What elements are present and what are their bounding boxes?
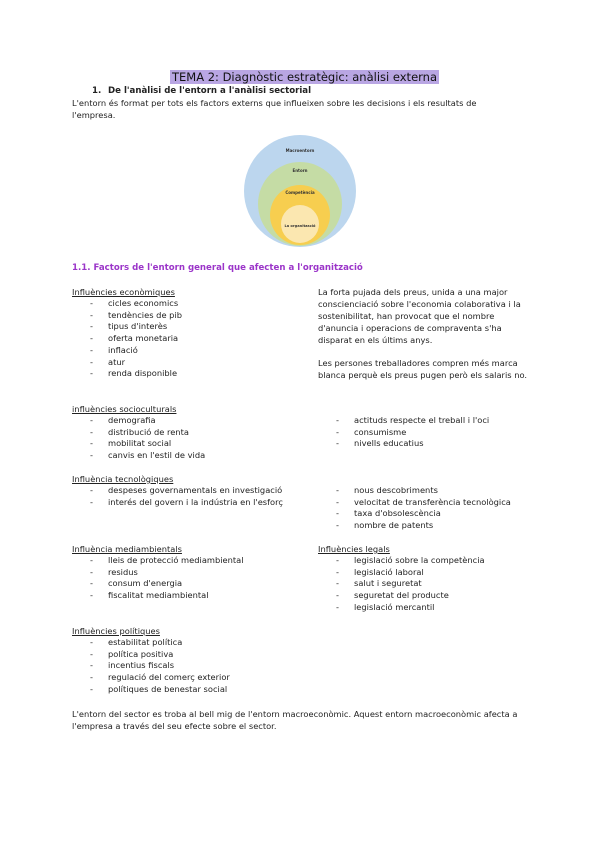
list-item: - nous descobriments [318,485,558,497]
sociocultural-list-left [72,415,302,462]
technological-list-left [72,485,308,508]
list-item: - estabilitat política [72,637,308,649]
list-item: - actituds respecte el treball i l'oci [318,415,548,427]
intro-paragraph: L'entorn és format per tots els factors externs que influeixen sobre les decisions i els resultats de l'empresa. [72,98,477,120]
list-item: - legislació mercantil [318,602,558,614]
closing-paragraph: L'entorn del sector es troba al bell mig de l'entorn macroeconòmic. Aquest entorn macroeconòmic afecta a l'empresa a través del seu efecte sobre el sector. [72,709,518,731]
list-item: - regulació del comerç exterior [72,672,308,684]
list-item: - polítiques de benestar social [72,684,308,696]
list-item: - cicles economics [72,298,302,310]
list-item: - salut i seguretat [318,578,558,590]
technological-block [72,473,308,508]
section-number: 1. [92,86,102,96]
list-item: - distribució de renta [72,427,302,439]
political-block [72,625,308,696]
section-heading-text: De l'anàlisi de l'entorn a l'anàlisi sectorial [108,86,312,96]
political-list [72,637,308,696]
subsection-title: 1.1. Factors de l'entorn general que afecten a l'organització [72,263,363,273]
organitzacio-label: La organització [284,224,316,228]
sociocultural-list-right [318,415,548,450]
list-item: - fiscalitat mediambiental [72,590,308,602]
legal-block [318,543,558,614]
list-item: - despeses governamentals en investigació [72,485,308,497]
list-item: - oferta monetaria [72,333,302,345]
list-item: - política positiva [72,649,308,661]
list-item: - inflació [72,345,302,357]
list-item: - residus [72,567,308,579]
list-item: - nombre de patents [318,520,558,532]
list-item: - interés del govern i la indústria en l'esforç [72,497,308,509]
list-item: - seguretat del producte [318,590,558,602]
list-item: - canvis en l'estil de vida [72,450,302,462]
economic-block [72,286,302,380]
economic-paragraph-1: La forta pujada dels preus, unida a una major conscienciació sobre l'economia colaborativa i la sostenibilitat, han provocat que el nombre d'anuncia i operacions de compraventa s'ha disparat en els últims anys. [318,287,521,345]
environmental-heading: Influència mediambientals [72,544,182,554]
economic-paragraph-2: Les persones treballadores compren més marca blanca perquè els preus pugen però els salaris no. [318,358,528,380]
legal-heading: Influències legals [318,544,390,554]
economic-heading: Influències econòmiques [72,287,175,297]
list-item: - incentius fiscals [72,660,308,672]
page-title: TEMA 2: Diagnòstic estratègic: anàlisi externa [172,70,437,84]
environmental-block [72,543,308,602]
sociocultural-heading: influències socioculturals [72,404,177,414]
list-item: - demografia [72,415,302,427]
list-item: - taxa d'obsolescència [318,508,558,520]
environment-diagram [244,132,356,250]
list-item: - mobilitat social [72,438,302,450]
sociocultural-block [72,403,302,462]
technological-list-right [318,485,558,532]
list-item: - consumisme [318,427,548,439]
list-item: - tipus d'interès [72,321,302,333]
list-item: - legislació sobre la competència [318,555,558,567]
section-heading [92,86,311,97]
list-item: - velocitat de transferència tecnològica [318,497,558,509]
macroentorn-label: Macroentorn [285,148,315,153]
legal-list [318,555,558,614]
list-item: - legislació laboral [318,567,558,579]
environmental-list [72,555,308,602]
list-item: - atur [72,357,302,369]
list-item: - nivells educatius [318,438,548,450]
list-item: - lleis de protecció mediambiental [72,555,308,567]
economic-list [72,298,302,380]
political-heading: Influències polítiques [72,626,160,636]
competencia-label: Competència [285,190,315,195]
list-item: - tendències de pib [72,310,302,322]
technological-heading: Influència tecnològiques [72,474,174,484]
list-item: - renda disponible [72,368,302,380]
entorn-label: Entorn [292,168,308,173]
list-item: - consum d'energia [72,578,308,590]
